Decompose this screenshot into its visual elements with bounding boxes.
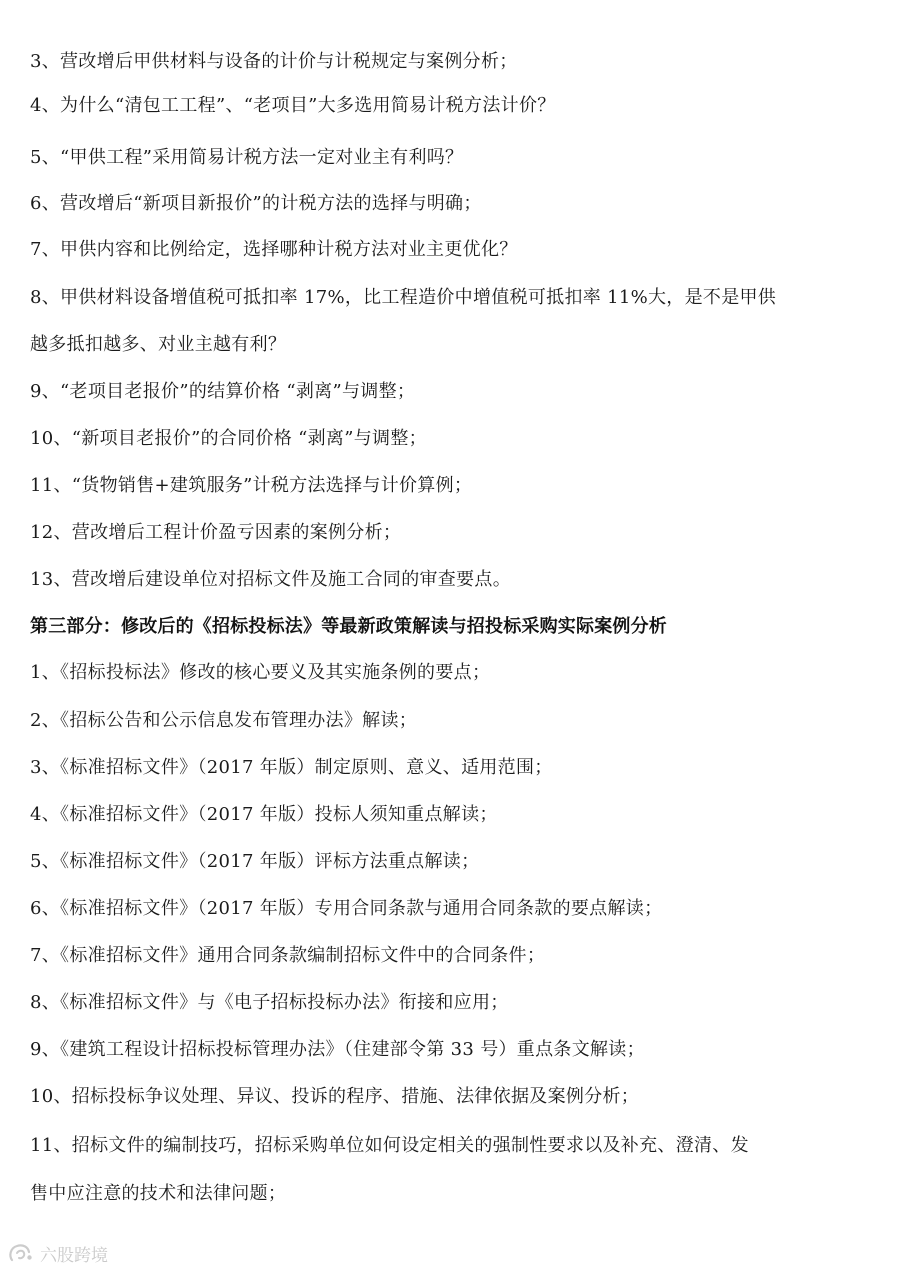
list-item-3-11-cont: 售中应注意的技术和法律问题； bbox=[30, 1183, 287, 1204]
list-item-3-8: 8、《标准招标文件》与《电子招标投标办法》衔接和应用； bbox=[30, 992, 509, 1013]
list-item-3-6: 6、《标准招标文件》（2017 年版）专用合同条款与通用合同条款的要点解读； bbox=[30, 898, 663, 919]
list-item-3-9: 9、《建筑工程设计招标投标管理办法》（住建部令第 33 号）重点条文解读； bbox=[30, 1039, 645, 1060]
watermark-text: 六股跨境 bbox=[40, 1245, 108, 1266]
list-item-3-1: 1、《招标投标法》修改的核心要义及其实施条例的要点； bbox=[30, 662, 491, 683]
list-item-2-5: 5、“甲供工程”采用简易计税方法一定对业主有利吗？ bbox=[30, 147, 464, 168]
watermark bbox=[8, 1240, 108, 1266]
list-item-2-8-cont: 越多抵扣越多、对业主越有利？ bbox=[30, 334, 287, 355]
list-item-2-9: 9、“老项目老报价”的结算价格 “剥离”与调整； bbox=[30, 381, 416, 402]
list-item-2-4: 4、为什么“清包工工程”、“老项目”大多选用简易计税方法计价？ bbox=[30, 95, 556, 116]
list-item-3-11: 11、招标文件的编制技巧，招标采购单位如何设定相关的强制性要求以及补充、澄清、发 bbox=[30, 1135, 749, 1156]
list-item-3-2: 2、《招标公告和公示信息发布管理办法》解读； bbox=[30, 710, 418, 731]
list-item-3-7: 7、《标准招标文件》通用合同条款编制招标文件中的合同条件； bbox=[30, 945, 546, 966]
list-item-2-6: 6、营改增后“新项目新报价”的计税方法的选择与明确； bbox=[30, 193, 482, 214]
list-item-2-13: 13、营改增后建设单位对招标文件及施工合同的审查要点。 bbox=[30, 569, 512, 590]
list-item-3-10: 10、招标投标争议处理、异议、投诉的程序、措施、法律依据及案例分析； bbox=[30, 1086, 640, 1107]
list-item-2-10: 10、“新项目老报价”的合同价格 “剥离”与调整； bbox=[30, 428, 427, 449]
list-item-2-11: 11、“货物销售+建筑服务”计税方法选择与计价算例； bbox=[30, 475, 473, 496]
section-title-part3: 第三部分：修改后的《招标投标法》等最新政策解读与招投标采购实际案例分析 bbox=[30, 616, 667, 637]
list-item-3-5: 5、《标准招标文件》（2017 年版）评标方法重点解读； bbox=[30, 851, 480, 872]
logo-icon bbox=[8, 1242, 34, 1264]
list-item-2-8: 8、甲供材料设备增值税可抵扣率 17%，比工程造价中增值税可抵扣率 11%大，是不是甲供 bbox=[30, 287, 777, 308]
list-item-3-4: 4、《标准招标文件》（2017 年版）投标人须知重点解读； bbox=[30, 804, 498, 825]
list-item-2-12: 12、营改增后工程计价盈亏因素的案例分析； bbox=[30, 522, 402, 543]
list-item-2-3: 3、营改增后甲供材料与设备的计价与计税规定与案例分析； bbox=[30, 51, 518, 72]
list-item-3-3: 3、《标准招标文件》（2017 年版）制定原则、意义、适用范围； bbox=[30, 757, 553, 778]
list-item-2-7: 7、甲供内容和比例给定，选择哪种计税方法对业主更优化？ bbox=[30, 239, 518, 260]
